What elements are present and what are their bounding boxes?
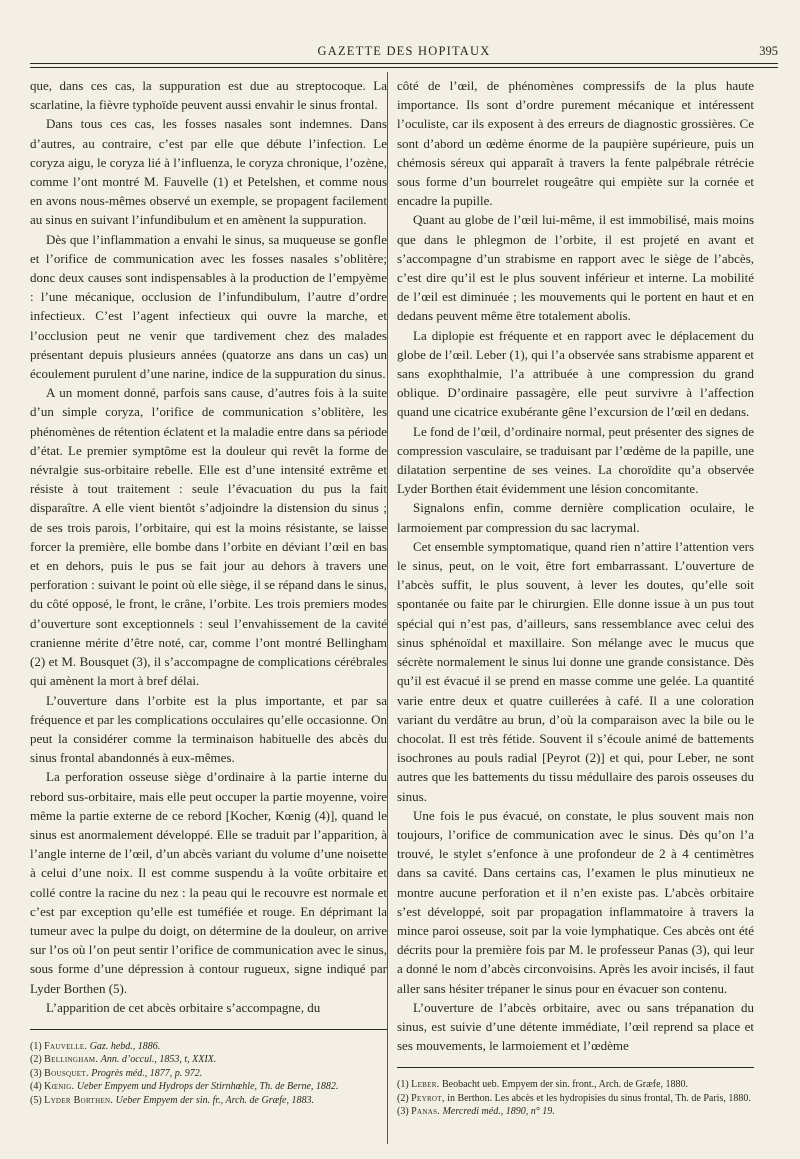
page-number: 395	[759, 44, 778, 58]
paragraph: L’ouverture dans l’orbite est la plus importante, et par sa fréquence et par les complications occulaires qu’elle occasionne. On peut la considérer comme la terminaison habituelle des abcès du sinus frontal abandonnés à eux-mêmes.	[30, 692, 387, 766]
paragraph: Dès que l’inflammation a envahi le sinus, sa muqueuse se gonfle et l’orifice de communication avec les fosses nasales s’oblitère; donc deux causes sont indispensables à la production de l’empyème : l’une mécanique, occlusion de l’infundibulum, l’autre d’ordre infectieux. C’est l’agent infectieux qui ouvre la marche, et l’occlusion peut ne venir que tardivement chez des malades présentant depuis plusieurs années (quatorze ans dans un cas) un écoulement purulent d’une narine, indice de la suppuration du sinus.	[30, 231, 387, 382]
footnote-number: (1)	[397, 1079, 409, 1091]
footnote-number: (1)	[30, 1040, 42, 1052]
footnote	[30, 1053, 387, 1067]
paragraph: Quant au globe de l’œil lui-même, il est immobilisé, mais moins que dans le phlegmon de l’orbite, il est projeté en avant et s’accompagne d’un strabisme en rapport avec le siège de l’abcès, c’est dire qu’il est le plus souvent inférieur et interne. La mobilité de l’œil est diminuée ; les mouvements qui le portent en haut et en dedans peuvent même être totalement abolis.	[397, 212, 754, 324]
paragraph: côté de l’œil, de phénomènes compressifs de la plus haute importance. Ils sont d’ordre purement mécanique et intéressent l’oculiste, car ils exposent à des erreurs de diagnostic grossières. Ce sont d’abord un œdème énorme de la paupière supérieure, puis un chémosis séreux qui apparaît à travers la fente palpébrale rétrécie sous forme d’un bourrelet rougeâtre qui empiète sur la cornée et encadre la pupille.	[397, 78, 754, 209]
footnote-text: Ueber Empyem der sin. fr., Arch. de Græfe, 1883.	[115, 1094, 314, 1106]
footnote-author: Bellingham.	[44, 1054, 99, 1066]
paragraph: L’apparition de cet abcès orbitaire s’accompagne, du	[46, 999, 321, 1015]
footnote-text: Mercredi méd., 1890, n° 19.	[442, 1106, 555, 1118]
footnotes-left	[30, 1040, 387, 1108]
footnote-author: Kœnig.	[44, 1081, 75, 1093]
paragraph: Cet ensemble symptomatique, quand rien n’attire l’attention vers le sinus, peut, on le voit, être fort embarrassant. L’ouverture de l’abcès suffit, le plus souvent, à lever les doutes, qu’elle soit spontanée ou faite par le chirurgien. Elle donne issue à un pus tout spécial qui n’est pas, d’ailleurs, sans ressemblance avec celui des sinus sphénoïdal et maxillaire. Son mélange avec le mucus que sécrète normalement le sinus lui donne une grande consistance. Dès qu’il est évacué il se prend en masse comme une gelée. La quantité varie entre deux et quatre cuillerées à café. Il a une coloration variant du verdâtre au brun, d’où la comparaison avec la bile ou le chocolat. Il est très fétide. Souvent il s’écoule animé de battements isochrones au pouls radial [Peyrot (2)] et qui, pour Leber, ne sont autres que les battements du tissu médullaire des parois osseuses du sinus.	[397, 538, 754, 804]
footnote-author: Panas.	[411, 1106, 441, 1118]
footnote	[397, 1105, 754, 1119]
paragraph: La perforation osseuse siège d’ordinaire à la partie interne du rebord sus-orbitaire, mais elle peut occuper la partie moyenne, voire même la partie externe de ce rebord [Kocher, Kœnig (4)], quand le sinus est anormalement développé. Elle se traduit par l’apparition, à l’angle interne de l’œil, d’un abcès variant du volume d’une noisette à celui d’une noix. Il est comme suspendu à la voûte orbitaire et collé contre la racine du nez : la peau qui le recouvre est normale et c’est par exception qu’elle est tuméfiée et rouge. En déprimant la tumeur avec la pulpe du doigt, on détermine de la douleur, on arrive sur l’os où l’on peut sentir l’orifice de communication avec le sinus, sous forme d’une dépression à contour rugueux, signe indiqué par Lyder Borthen (5).	[30, 769, 387, 996]
footnote-author: Fauvelle.	[44, 1040, 88, 1052]
footnote-text: Progrès méd., 1877, p. 972.	[91, 1067, 203, 1079]
footnote-text: Ann. d’occul., 1853, t, XXIX.	[100, 1054, 217, 1066]
footnote	[397, 1078, 754, 1092]
page-header	[30, 40, 778, 60]
footnote-rule	[397, 1067, 754, 1068]
left-column	[30, 76, 387, 1107]
right-column	[397, 76, 754, 1119]
paragraph: Le fond de l’œil, d’ordinaire normal, peut présenter des signes de compression vasculaire, se traduisant par l’œdème de la papille, une dilatation serpentine de ses veines. La choroïdite qu’a observée Lyder Borthen était évidemment une lésion concomitante.	[397, 423, 754, 497]
footnote-number: (4)	[30, 1081, 42, 1093]
footnote	[30, 1094, 387, 1108]
footnote	[30, 1040, 387, 1054]
footnote	[397, 1092, 754, 1106]
footnote-number: (5)	[30, 1094, 42, 1106]
footnote-text: Beobacht ueb. Empyem der sin. front., Arch. de Græfe, 1880.	[441, 1079, 689, 1091]
footnote-author: Leber.	[411, 1079, 440, 1091]
footnote-text: Ueber Empyem und Hydrops der Stirnhœhle, Th. de Berne, 1882.	[76, 1081, 339, 1093]
footnote	[30, 1080, 387, 1094]
paragraph: que, dans ces cas, la suppuration est due au streptocoque. La scarlatine, la fièvre typhoïde peuvent aussi envahir le sinus frontal.	[30, 78, 387, 113]
column-divider	[387, 72, 388, 1144]
footnote-author: Bousquet.	[44, 1067, 89, 1079]
footnotes-right	[397, 1078, 754, 1119]
footnote-text: in Berthon. Les abcès et les hydropisies du sinus frontal, Th. de Paris, 1880.	[447, 1092, 751, 1104]
paragraph: Signalons enfin, comme dernière complication oculaire, le larmoiement par compression du sac lacrymal.	[397, 500, 754, 535]
footnote-number: (2)	[30, 1054, 42, 1066]
paragraph: La diplopie est fréquente et en rapport avec le déplacement du globe de l’œil. Leber (1), qui l’a observée sans strabisme apparent et sans exophthalmie, l’a attribuée à une compression du grand oblique. D’ordinaire passagère, elle peut survivre à l’affection quand une cicatrice exubérante gêne l’excursion de l’œil en dedans.	[397, 327, 754, 420]
footnote	[30, 1067, 387, 1081]
footnote-number: (3)	[30, 1067, 42, 1079]
header-rule-secondary	[30, 67, 778, 68]
header-rule	[30, 63, 778, 64]
footnote-author: Peyrot,	[411, 1092, 445, 1104]
paragraph: L’ouverture de l’abcès orbitaire, avec ou sans trépanation du sinus, est suivie d’une détente immédiate, l’œil reprend sa place et ses mouvements, le larmoiement et l’œdème	[397, 999, 754, 1054]
footnote-number: (2)	[397, 1092, 409, 1104]
footnote-text: Gaz. hebd., 1886.	[89, 1040, 161, 1052]
paragraph: A un moment donné, parfois sans cause, d’autres fois à la suite d’un simple coryza, l’orifice de communication s’oblitère, les phénomènes de rétention éclatent et la maladie entre dans sa période d’état. Le premier symptôme est la douleur qui revêt la forme de névralgie sus-orbitaire rebelle. Elle est d’une intensité extrême et résiste à tout traitement : seule l’évacuation du pus la fait disparaître. A elle vient bientôt s’adjoindre la distension du sinus ; de ses trois parois, l’orbitaire, qui est la moins résistante, se laisse forcer la première, elle bombe dans l’orbite en déviant l’œil en bas et en dehors, puis le pus se fait jour au dehors à travers une perforation : suivant le point où elle siège, il se répand dans le sinus, du côté opposé, le front, le crâne, l’orbite. Les trois premiers modes d’ouverture sont exceptionnels : seul l’envahissement de la cavité cranienne mérite d’être noté, car, comme l’ont montré Bellingham (2) et M. Bousquet (3), il s’accompagne de complications cérébrales qui amènent la mort à bref délai.	[30, 385, 387, 689]
footnote-author: Lyder Borthen.	[44, 1094, 114, 1106]
paragraph: Une fois le pus évacué, on constate, le plus souvent mais non toujours, l’orifice de communication avec le sinus. Dès qu’on l’a trouvé, le stylet s’enfonce à une profondeur de 2 à 4 centimètres dans sa cavité. Dans certains cas, l’examen le plus minutieux ne montre aucune perforation et il n’en existe pas. L’abcès orbitaire s’est développé, soit par propagation inflammatoire à travers la mince paroi osseuse, soit par la voie lymphatique. Ces abcès ont été décrits pour la première fois par M. le professeur Panas (3), qui leur a donné le nom d’abcès circonvoisins. Après les avoir incisés, il faut aller sans hésiter trépaner le sinus pour en évacuer son contenu.	[397, 807, 754, 996]
paragraph: Dans tous ces cas, les fosses nasales sont indemnes. Dans d’autres, au contraire, c’est par elle que débute l’infection. Le coryza aigu, le coryza lié à l’influenza, le coryza chronique, l’ozène, comme l’ont montré M. Fauvelle (1) et Petelshen, et comme nous en avons nous-mêmes observé un exemple, se propagent facilement au sinus en suivant l’infundibulum et en amènent la suppuration.	[30, 116, 387, 228]
footnote-rule	[30, 1029, 387, 1030]
footnote-number: (3)	[397, 1106, 409, 1118]
journal-title: GAZETTE DES HOPITAUX	[317, 44, 491, 58]
